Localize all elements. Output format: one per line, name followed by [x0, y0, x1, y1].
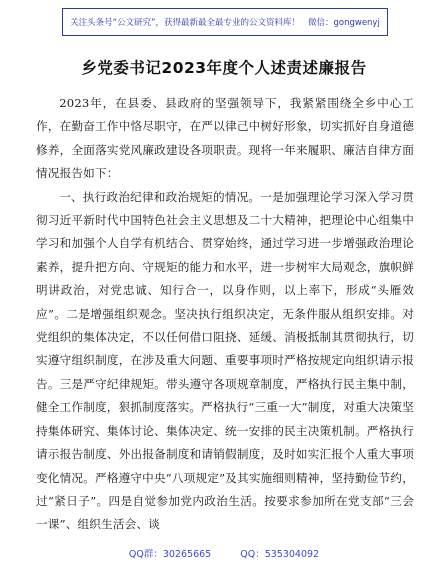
contact-footer — [0, 546, 448, 560]
section-one-paragraph: 一、执行政治纪律和政治规矩的情况。一是加强理论学习深入学习贯彻习近平新时代中国特色社会主义思想及二十大精神，把理论中心组集中学习和加强个人自学有机结合、贯穿始终，通过学习进一步增强政治理论素养，提升把方向、守规矩的能力和水平，进一步树牢大局观念，旗帜鲜明讲政治，对党忠诚、知行合一，以身作则，以上率下，形成“头雁效应”。二是增强组织观念。坚决执行组织决定，无条件服从组织安排。对党组织的集体决定，不以任何借口阻挠、延缓、消极抵制其贯彻执行，切实遵守组织制度，在涉及重大问题、重要事项时严格按规定向组织请示报告。三是严守纪律规矩。带头遵守各项规章制度，严格执行民主集中制，健全工作制度，狠抓制度落实。严格执行“三重一大”制度，对重大决策坚持集体研究、集体讨论、集体决定、统一安排的民主决策机制。严格执行请示报告制度、外出报备制度和请销假制度，及时如实汇报个人重大事项变化情况。严格遵守中央“八项规定”及其实施细则精神，坚持勤俭节约，过“紧日子”。四是自觉参加党内政治生活。按要求参加所在党支部“三会一课”、组织生活会、谈 — [36, 189, 414, 532]
document-title: 乡党委书记2023年度个人述责述廉报告 — [81, 59, 367, 77]
promo-banner[interactable] — [62, 8, 388, 36]
intro-paragraph: 2023年，在县委、县政府的坚强领导下，我紧紧围绕全乡中心工作，在勤奋工作中恪尽职守，在严以律己中树好形象，切实抓好自身道德修养，全面落实党风廉政建设各项职责。现将一年来履职、廉洁自律方面情况报告如下： — [36, 96, 414, 181]
wechat-id: 微信：gongwenyj — [307, 18, 380, 28]
promo-text: 关注头条号“公文研究”，获得最新最全最专业的公文资料库！ — [70, 18, 300, 28]
qq-number: QQ：535304092 — [240, 549, 320, 560]
qq-group: QQ群：30265665 — [128, 549, 212, 560]
document-body — [36, 92, 414, 537]
